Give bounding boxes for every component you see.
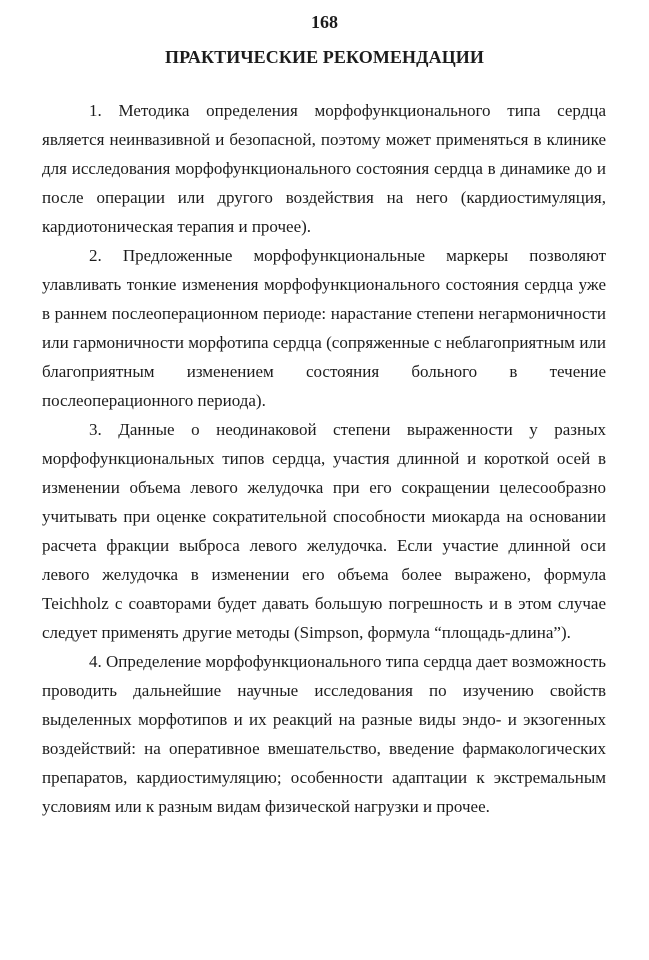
recommendation-paragraph-2: 2. Предложенные морфофункциональные маркеры позволяют улавливать тонкие изменения морфофункционального состояния сердца уже в раннем послеоперационном периоде: нарастание степени негармоничности или гармоничности морфотипа сердца (сопряженные с неблагоприятным или благоприятным изменением состояния больного в течение послеоперационного периода). bbox=[42, 246, 606, 410]
recommendation-paragraph-4: 4. Определение морфофункционального типа сердца дает возможность проводить дальнейшие научные исследования по изучению свойств выделенных морфотипов и их реакций на разные виды эндо- и экзогенных воздействий: на оперативное вмешательство, введение фармакологических препаратов, кардиостимуляцию; особенности адаптации к экстремальным условиям или к разным видам физической нагрузки и прочее. bbox=[42, 652, 606, 816]
page-title: ПРАКТИЧЕСКИЕ РЕКОМЕНДАЦИИ bbox=[164, 47, 484, 67]
page-number: 168 bbox=[311, 12, 338, 32]
recommendations-body bbox=[42, 96, 606, 821]
recommendation-paragraph-1: 1. Методика определения морфофункционального типа сердца является неинвазивной и безопасной, поэтому может применяться в клинике для исследования морфофункционального состояния сердца в динамике до и после операции или другого воздействия на него (кардиостимуляция, кардиотоническая терапия и прочее). bbox=[42, 101, 606, 236]
recommendation-paragraph-3: 3. Данные о неодинаковой степени выраженности у разных морфофункциональных типов сердца, участия длинной и короткой осей в изменении объема левого желудочка при его сокращении целесообразно учитывать при оценке сократительной способности миокарда на основании расчета фракции выброса левого желудочка. Если участие длинной оси левого желудочка в изменении его объема более выражено, формула Teichholz с соавторами будет давать большую погрешность и в этом случае следует применять другие методы (Simpson, формула “площадь-длина”). bbox=[42, 420, 606, 642]
